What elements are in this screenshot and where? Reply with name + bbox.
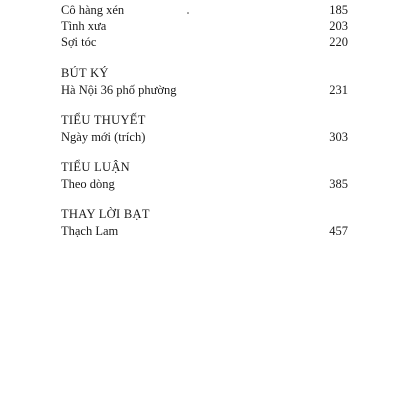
toc-entry xyxy=(61,176,348,192)
toc-entry xyxy=(61,129,348,145)
section-heading: BÚT KÝ xyxy=(61,66,109,80)
entry-title: Tình xưa xyxy=(61,19,107,33)
toc-entry xyxy=(61,34,348,50)
table-of-contents xyxy=(61,0,348,239)
toc-entry xyxy=(61,223,348,239)
section-heading: TIỂU THUYẾT xyxy=(61,113,146,127)
toc-entry xyxy=(61,18,348,34)
entry-title: Ngày mới (trích) xyxy=(61,130,146,144)
entry-page-number: 220 xyxy=(329,35,348,49)
entry-page-number: 385 xyxy=(329,177,348,191)
entry-title: Theo dòng xyxy=(61,177,115,191)
toc-entry xyxy=(61,82,348,98)
entry-page-number: 457 xyxy=(329,224,348,238)
entry-title: Cô hàng xén xyxy=(61,3,125,17)
entry-page-number: 231 xyxy=(329,83,348,97)
entry-page-number: 203 xyxy=(329,19,348,33)
entry-title: Thạch Lam xyxy=(61,224,119,238)
entry-page-number: 303 xyxy=(329,130,348,144)
entry-page-number: 185 xyxy=(329,3,348,17)
section-heading: TIỂU LUẬN xyxy=(61,160,131,174)
section-heading: THAY LỜI BẠT xyxy=(61,207,150,221)
entry-title: Sợi tóc xyxy=(61,35,97,49)
toc-entry xyxy=(61,2,348,18)
entry-title: Hà Nội 36 phố phường xyxy=(61,83,177,97)
